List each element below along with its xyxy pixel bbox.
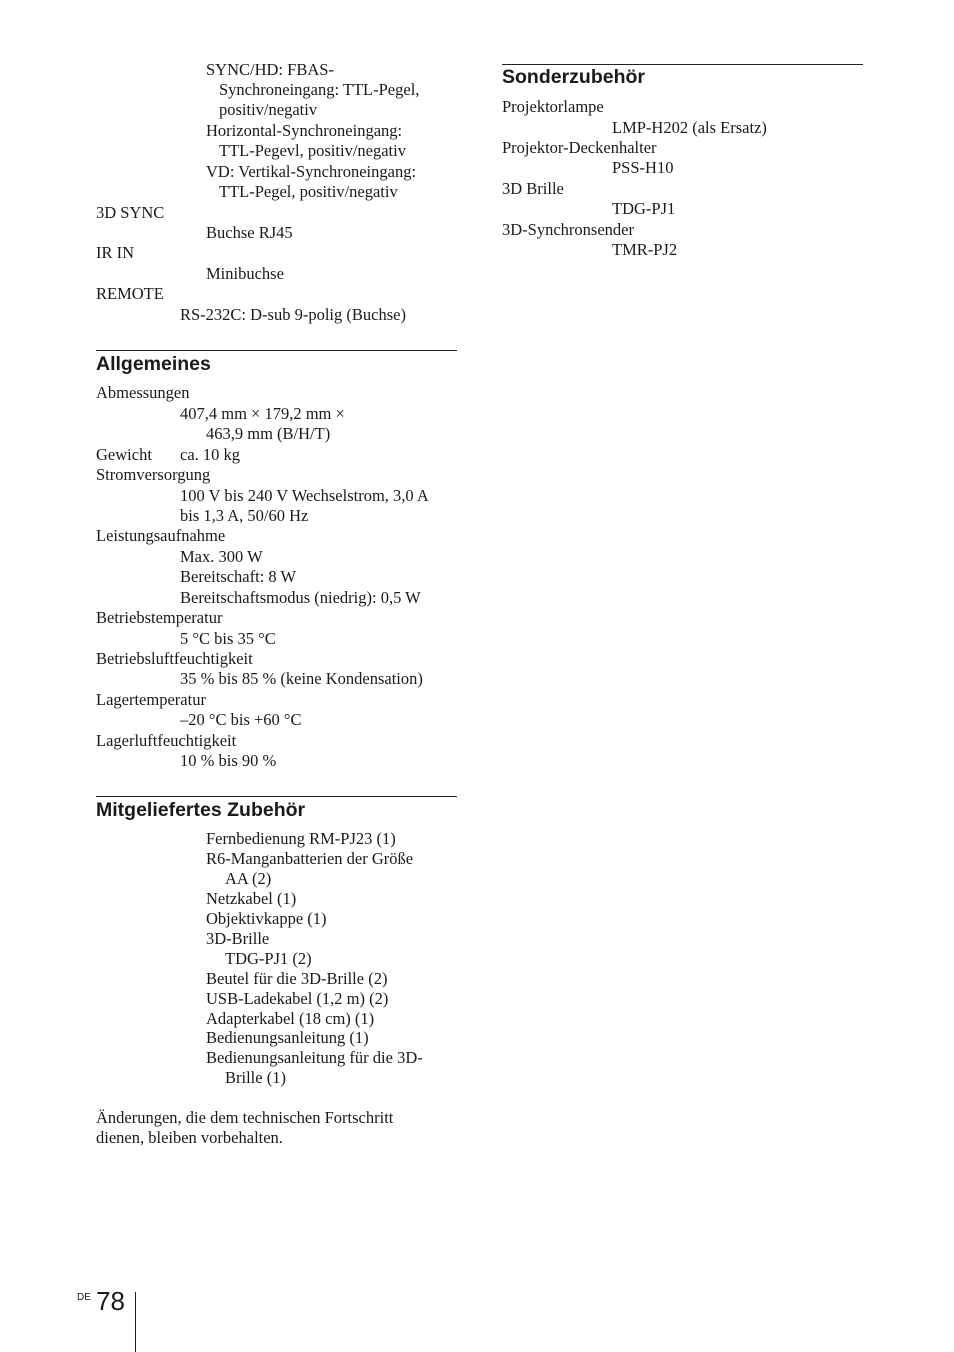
spec-line: Synchroneingang: TTL-Pegel, xyxy=(219,80,420,99)
spec-term: IR IN xyxy=(96,243,135,262)
list-item: Beutel für die 3D-Brille (2) xyxy=(206,969,388,988)
spec-term: Stromversorgung xyxy=(96,465,211,484)
list-item: Objektivkappe (1) xyxy=(206,909,327,928)
spec-term: Abmessungen xyxy=(96,383,190,402)
note-text: dienen, bleiben vorbehalten. xyxy=(96,1128,283,1147)
spec-term: Betriebstemperatur xyxy=(96,608,223,627)
spec-line: SYNC/HD: FBAS- xyxy=(206,60,334,79)
footer-rule xyxy=(135,1292,136,1352)
section-heading-allgemeines: Allgemeines xyxy=(96,353,211,375)
section-rule xyxy=(96,796,457,797)
spec-term: Betriebsluftfeuchtigkeit xyxy=(96,649,253,668)
section-rule xyxy=(96,350,457,351)
note-text: Änderungen, die dem technischen Fortschritt xyxy=(96,1108,394,1127)
spec-term: Projektor-Deckenhalter xyxy=(502,138,657,157)
list-item: Netzkabel (1) xyxy=(206,889,297,908)
spec-term: Leistungsaufnahme xyxy=(96,526,226,545)
spec-line: Horizontal-Synchroneingang: xyxy=(206,121,403,140)
spec-term: Gewicht xyxy=(96,445,152,464)
spec-line: 10 % bis 90 % xyxy=(180,751,277,770)
spec-term: Lagertemperatur xyxy=(96,690,206,709)
spec-term: 3D Brille xyxy=(502,179,564,198)
spec-line: TDG-PJ1 xyxy=(612,199,676,218)
spec-line: Bereitschaftsmodus (niedrig): 0,5 W xyxy=(180,588,421,607)
spec-line: VD: Vertikal-Synchroneingang: xyxy=(206,162,417,181)
spec-line: PSS-H10 xyxy=(612,158,674,177)
spec-term: 3D-Synchronsender xyxy=(502,220,634,239)
spec-line: –20 °C bis +60 °C xyxy=(180,710,302,729)
spec-line: 100 V bis 240 V Wechselstrom, 3,0 A xyxy=(180,486,429,505)
spec-term: Lagerluftfeuchtigkeit xyxy=(96,731,237,750)
spec-line: LMP-H202 (als Ersatz) xyxy=(612,118,767,137)
spec-line: ca. 10 kg xyxy=(180,445,241,464)
list-item: 3D-Brille xyxy=(206,929,270,948)
list-item: TDG-PJ1 (2) xyxy=(225,949,312,968)
list-item: R6-Manganbatterien der Größe xyxy=(206,849,414,868)
list-item: AA (2) xyxy=(225,869,272,888)
page-number: 78 xyxy=(96,1286,125,1316)
spec-term: Projektorlampe xyxy=(502,97,604,116)
list-item: Brille (1) xyxy=(225,1068,286,1087)
list-item: Adapterkabel (18 cm) (1) xyxy=(206,1009,375,1028)
section-heading-zubehoer: Mitgeliefertes Zubehör xyxy=(96,799,306,821)
spec-line: 35 % bis 85 % (keine Kondensation) xyxy=(180,669,423,688)
spec-line: TTL-Pegel, positiv/negativ xyxy=(219,182,398,201)
spec-line: Buchse RJ45 xyxy=(206,223,293,242)
list-item: Bedienungsanleitung (1) xyxy=(206,1028,369,1047)
spec-line: positiv/negativ xyxy=(219,100,318,119)
section-heading-sonderzubehoer: Sonderzubehör xyxy=(502,66,646,88)
list-item: Fernbedienung RM-PJ23 (1) xyxy=(206,829,396,848)
language-code: DE xyxy=(77,1292,91,1303)
spec-line: Max. 300 W xyxy=(180,547,263,566)
spec-line: TMR-PJ2 xyxy=(612,240,678,259)
list-item: Bedienungsanleitung für die 3D- xyxy=(206,1048,423,1067)
list-item: USB-Ladekabel (1,2 m) (2) xyxy=(206,989,389,1008)
spec-line: bis 1,3 A, 50/60 Hz xyxy=(180,506,309,525)
spec-term: 3D SYNC xyxy=(96,203,165,222)
spec-line: 5 °C bis 35 °C xyxy=(180,629,276,648)
spec-term: REMOTE xyxy=(96,284,164,303)
spec-line: Bereitschaft: 8 W xyxy=(180,567,297,586)
spec-line: Minibuchse xyxy=(206,264,284,283)
spec-line: TTL-Pegevl, positiv/negativ xyxy=(219,141,406,160)
spec-line: 407,4 mm × 179,2 mm × xyxy=(180,404,345,423)
spec-line: RS-232C: D-sub 9-polig (Buchse) xyxy=(180,305,406,324)
spec-line: 463,9 mm (B/H/T) xyxy=(206,424,331,443)
